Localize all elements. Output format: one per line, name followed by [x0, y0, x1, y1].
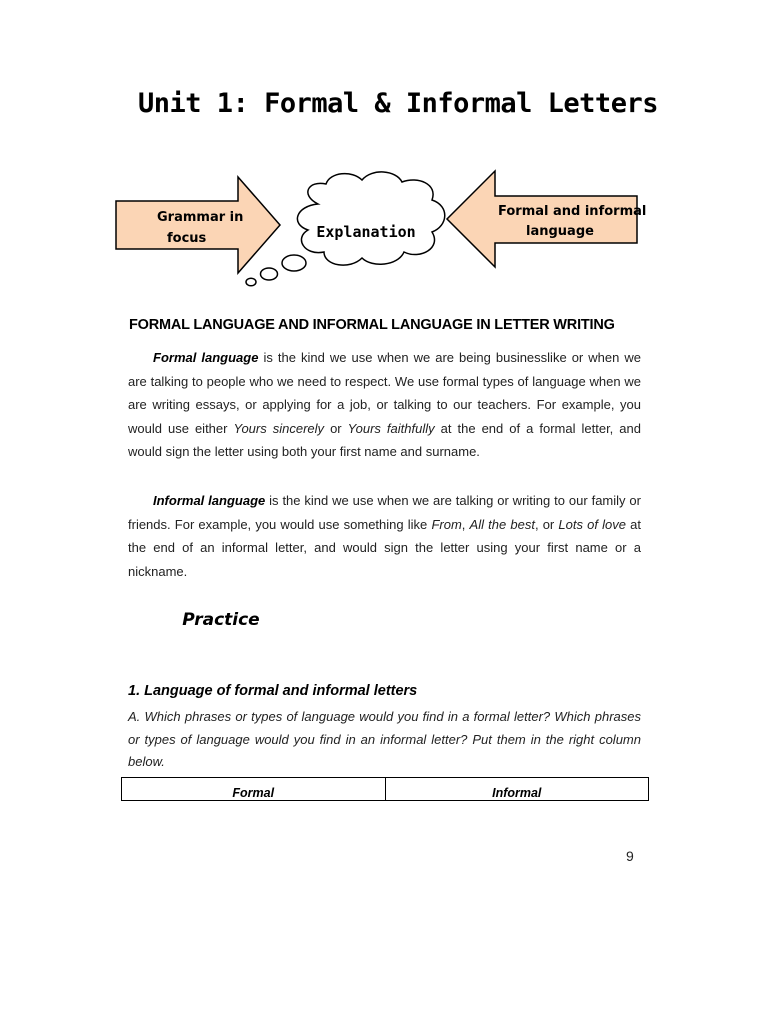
formal-example-1: Yours sincerely	[233, 420, 325, 436]
informal-term: Informal language	[153, 493, 266, 508]
formal-text-2: or	[324, 420, 348, 436]
informal-sep-2: , or	[534, 516, 559, 532]
formal-text-1: is the kind we use when we are being businesslike or when we are talking to people who we need to respect. We use formal types of language when we are writing essays, or applying for a job, or talking to our teachers. For example, you would use either	[128, 350, 641, 436]
answer-table	[121, 777, 649, 801]
formal-language-paragraph	[128, 346, 641, 464]
column-header-informal: Informal	[385, 778, 649, 801]
cloud-label: Explanation	[316, 223, 416, 241]
exercise-heading: 1. Language of formal and informal letters	[128, 683, 418, 699]
informal-language-paragraph	[128, 489, 641, 583]
formal-term: Formal language	[153, 350, 259, 365]
informal-example-2: All the best	[469, 516, 535, 532]
informal-example-1: From	[431, 516, 462, 532]
informal-example-3: Lots of love	[558, 516, 626, 532]
column-header-formal: Formal	[122, 778, 386, 801]
informal-sep-1: ,	[461, 516, 470, 532]
left-arrow-label-line2: focus	[167, 231, 207, 246]
unit-diagram	[0, 0, 768, 300]
section-heading: FORMAL LANGUAGE AND INFORMAL LANGUAGE IN LETTER WRITING	[129, 317, 615, 333]
table-header-row	[122, 778, 649, 801]
right-arrow-label-line2: language	[526, 224, 594, 239]
formal-example-2: Yours faithfully	[347, 420, 435, 436]
informal-text-2: at the end of an informal letter, and would sign the letter using your first name or a nickname.	[128, 516, 641, 579]
page-title: Unit 1: Formal & Informal Letters	[138, 88, 658, 119]
formal-text-3: at the end of a formal letter, and would sign the letter using both your first name and surname.	[128, 420, 641, 459]
page-number: 9	[626, 848, 634, 864]
informal-text-1: is the kind we use when we are talking or writing to our family or friends. For example, you would use something like	[128, 493, 641, 532]
right-arrow-label-line1: Formal and informal	[498, 204, 647, 219]
left-arrow-label-line1: Grammar in	[157, 210, 244, 225]
practice-label: Practice	[182, 610, 260, 630]
left-arrow-shape	[116, 177, 280, 273]
exercise-instructions: A. Which phrases or types of language would you find in a formal letter? Which phrases or types of language would you find in an informal letter? Put them in the right column below.	[128, 709, 641, 769]
right-arrow-shape	[447, 171, 637, 267]
